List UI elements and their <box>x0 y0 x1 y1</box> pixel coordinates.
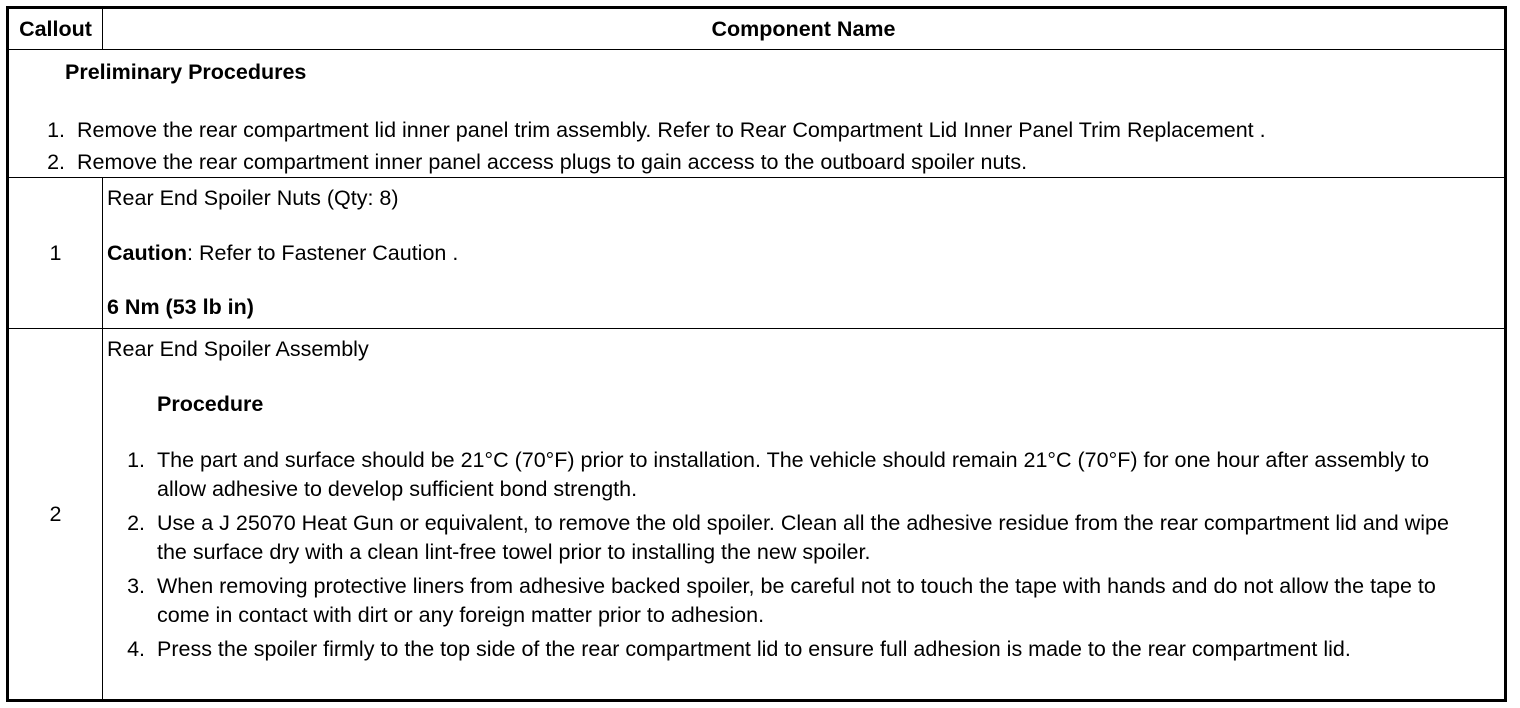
step-text: The part and surface should be 21°C (70°F) prior to installation. The vehicle should remain 21°C (70°F) for one hour after assembly to allow adhesive to develop sufficient bond strength. <box>157 448 1430 501</box>
torque-spec: 6 Nm (53 lb in) <box>107 295 254 319</box>
step-number: 2. <box>127 511 145 535</box>
step-number: 1. <box>47 118 65 142</box>
procedure-step <box>115 509 1475 567</box>
preliminary-steps <box>27 114 1266 178</box>
step-number: 1. <box>127 448 145 472</box>
procedure-step <box>115 572 1475 630</box>
procedure-steps <box>115 446 1475 669</box>
preliminary-step <box>27 114 1266 146</box>
preliminary-step <box>27 146 1266 178</box>
procedure-step <box>115 446 1475 504</box>
preliminary-heading: Preliminary Procedures <box>65 60 307 84</box>
procedure-step <box>115 635 1475 664</box>
component-cell <box>103 178 1506 329</box>
step-text: Press the spoiler firmly to the top side of the rear compartment lid to ensure full adhesion is made to the rear compartment lid. <box>157 637 1351 661</box>
callout-number: 1 <box>8 178 103 329</box>
procedure-heading: Procedure <box>157 392 264 416</box>
caution-label: Caution <box>107 241 188 265</box>
callout-column-header: Callout <box>8 8 103 50</box>
step-text: Remove the rear compartment inner panel access plugs to gain access to the outboard spoiler nuts. <box>77 150 1028 174</box>
step-number: 4. <box>127 637 145 661</box>
step-text: When removing protective liners from adhesive backed spoiler, be careful not to touch the tape with hands and do not allow the tape to come in contact with dirt or any foreign matter prior to adhesion. <box>157 574 1436 627</box>
step-text: Remove the rear compartment lid inner panel trim assembly. Refer to Rear Compartment Lid Inner Panel Trim Replacement . <box>77 118 1266 142</box>
callout-number: 2 <box>8 329 103 701</box>
step-text: Use a J 25070 Heat Gun or equivalent, to remove the old spoiler. Clean all the adhesive residue from the rear compartment lid and wipe the surface dry with a clean lint-free towel prior to installing the new spoiler. <box>157 511 1449 564</box>
component-name: Rear End Spoiler Nuts (Qty: 8) <box>107 186 399 210</box>
step-number: 3. <box>127 574 145 598</box>
component-cell <box>103 329 1506 701</box>
header-row <box>8 8 1506 50</box>
table-row <box>8 178 1506 329</box>
component-name: Rear End Spoiler Assembly <box>107 337 369 361</box>
component-column-header: Component Name <box>103 8 1506 50</box>
table-row <box>8 329 1506 701</box>
procedure-table <box>6 6 1507 702</box>
preliminary-row <box>8 50 1506 178</box>
step-number: 2. <box>47 150 65 174</box>
preliminary-cell <box>8 50 1506 178</box>
caution-line <box>107 241 458 266</box>
caution-text: : Refer to Fastener Caution . <box>187 241 459 265</box>
